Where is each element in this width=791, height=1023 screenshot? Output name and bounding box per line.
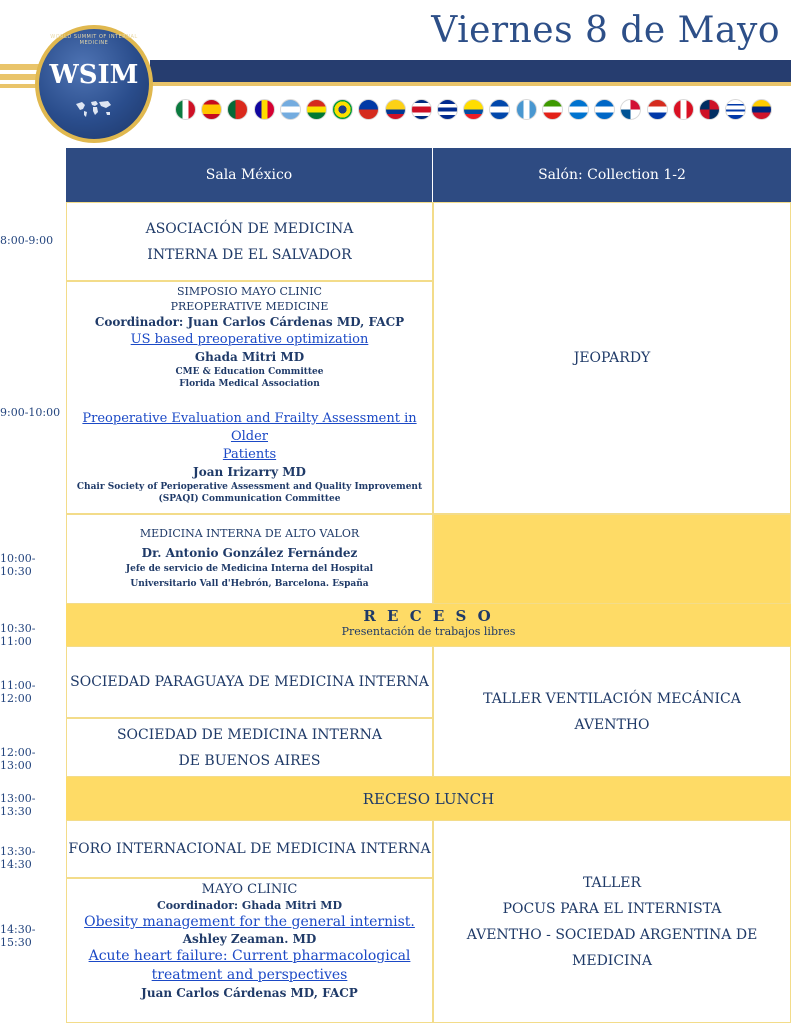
receso-row: [66, 604, 791, 646]
session-title-line: MAYO CLINIC: [201, 882, 298, 897]
session-title-line: FORO INTERNACIONAL DE MEDICINA INTERNA: [68, 841, 431, 857]
time-label: 10:00-10:30: [0, 552, 36, 578]
affiliation: Jefe de servicio de Medicina Interna del Hospital: [125, 564, 374, 574]
flag-chile-icon: [358, 99, 379, 120]
logo-text: WSIM: [49, 60, 139, 90]
flag-mexico-icon: [175, 99, 196, 120]
speaker: Joan Irizarry MD: [193, 465, 306, 479]
flag-brazil-icon: [332, 99, 353, 120]
session-paraguay: [66, 646, 433, 718]
flag-equatorial-guinea-icon: [542, 99, 563, 120]
affiliation: CME & Education Committee: [175, 367, 324, 377]
session-title-line: SIMPOSIO MAYO CLINIC: [177, 285, 322, 298]
flag-spain-icon: [201, 99, 222, 120]
session-el-salvador: [66, 202, 433, 281]
session-title-line: POCUS PARA EL INTERNISTA: [502, 900, 722, 917]
break-cell: [433, 514, 791, 604]
coordinator: Coordinador: Juan Carlos Cárdenas MD, FACP: [94, 315, 405, 329]
flag-cuba-icon: [437, 99, 458, 120]
flag-venezuela-icon: [751, 99, 772, 120]
speaker: Ghada Mitri MD: [194, 350, 305, 364]
session-title-line: PREOPERATIVE MEDICINE: [170, 300, 329, 313]
session-title-line: AVENTHO - SOCIEDAD ARGENTINA DE: [466, 926, 758, 943]
session-taller-pocus: [433, 820, 791, 1023]
session-title-line: AVENTHO: [574, 716, 650, 733]
session-title-line: TALLER VENTILACIÓN MECÁNICA: [483, 690, 741, 707]
talk-link[interactable]: US based preoperative optimization: [130, 332, 369, 347]
session-title-line: DE BUENOS AIRES: [178, 752, 321, 769]
flag-andorra-icon: [254, 99, 275, 120]
session-title-line: INTERNA DE EL SALVADOR: [147, 246, 352, 263]
talk-link[interactable]: Acute heart failure: Current pharmacological: [88, 948, 411, 964]
session-title-line: MEDICINA INTERNA DE ALTO VALOR: [139, 527, 360, 540]
affiliation: Chair Society of Perioperative Assessment and Quality Improvement: [76, 482, 423, 492]
talk-link[interactable]: treatment and perspectives: [151, 967, 348, 983]
session-jeopardy: [433, 202, 791, 514]
flag-el-salvador-icon: [489, 99, 510, 120]
flag-uruguay-icon: [725, 99, 746, 120]
session-mayo-preoperative: [66, 281, 433, 514]
session-title-line: SOCIEDAD PARAGUAYA DE MEDICINA INTERNA: [70, 674, 429, 690]
flag-honduras-icon: [568, 99, 589, 120]
world-map-icon: [73, 98, 115, 120]
receso-subtitle: Presentación de trabajos libres: [341, 625, 516, 638]
talk-link[interactable]: Obesity management for the general internist.: [84, 914, 415, 930]
session-title-line: SOCIEDAD DE MEDICINA INTERNA: [116, 726, 383, 743]
flag-argentina-icon: [280, 99, 301, 120]
affiliation: Universitario Vall d'Hebrón, Barcelona. España: [130, 579, 369, 589]
session-taller-ventilacion: [433, 646, 791, 777]
column-header-collection: Salón: Collection 1-2: [433, 148, 791, 202]
header-bar: [150, 60, 791, 82]
receso-title: R E C E S O: [363, 607, 494, 625]
time-label: 13:00-13:30: [0, 792, 36, 818]
flag-ecuador-icon: [463, 99, 484, 120]
session-title-line: TALLER: [582, 874, 642, 891]
speaker: Ashley Zeaman. MD: [182, 932, 317, 946]
speaker: Juan Carlos Cárdenas MD, FACP: [141, 986, 358, 1000]
time-label: 9:00-10:00: [0, 406, 61, 419]
flag-nicaragua-icon: [594, 99, 615, 120]
time-label: 11:00-12:00: [0, 679, 36, 705]
session-alto-valor: [66, 514, 433, 604]
session-title-line: MEDICINA: [572, 952, 652, 969]
session-foro: [66, 820, 433, 878]
talk-link[interactable]: Patients: [222, 447, 277, 462]
flag-peru-icon: [673, 99, 694, 120]
flag-paraguay-icon: [647, 99, 668, 120]
affiliation: (SPAQI) Communication Committee: [158, 494, 341, 504]
session-mayo-clinic: [66, 878, 433, 1023]
flag-portugal-icon: [227, 99, 248, 120]
time-label: 12:00-13:00: [0, 746, 36, 772]
speaker: Dr. Antonio González Fernández: [141, 546, 358, 560]
column-header-sala-mexico: Sala México: [66, 148, 432, 202]
talk-link[interactable]: Preoperative Evaluation and Frailty Assessment in Older: [82, 411, 417, 444]
session-buenos-aires: [66, 718, 433, 777]
session-title-line: ASOCIACIÓN DE MEDICINA: [145, 220, 354, 237]
flag-bolivia-icon: [306, 99, 327, 120]
session-title-line: JEOPARDY: [573, 350, 651, 366]
receso-lunch-row: RECESO LUNCH: [66, 777, 791, 820]
flag-costa-rica-icon: [411, 99, 432, 120]
time-label: 8:00-9:00: [0, 234, 54, 247]
header-divider: [432, 148, 433, 202]
flag-guatemala-icon: [516, 99, 537, 120]
flag-colombia-icon: [385, 99, 406, 120]
flag-dominican-republic-icon: [699, 99, 720, 120]
time-label: 14:30-15:30: [0, 923, 36, 949]
logo-ring-text: WORLD SUMMIT OF INTERNAL MEDICINE: [50, 34, 138, 46]
coordinator: Coordinador: Ghada Mitri MD: [156, 899, 343, 912]
time-label: 10:30-11:00: [0, 622, 36, 648]
flag-panama-icon: [620, 99, 641, 120]
page-title: Viernes 8 de Mayo: [431, 10, 780, 51]
time-label: 13:30-14:30: [0, 845, 36, 871]
header-gold-line: [150, 82, 791, 86]
affiliation: Florida Medical Association: [179, 379, 320, 389]
